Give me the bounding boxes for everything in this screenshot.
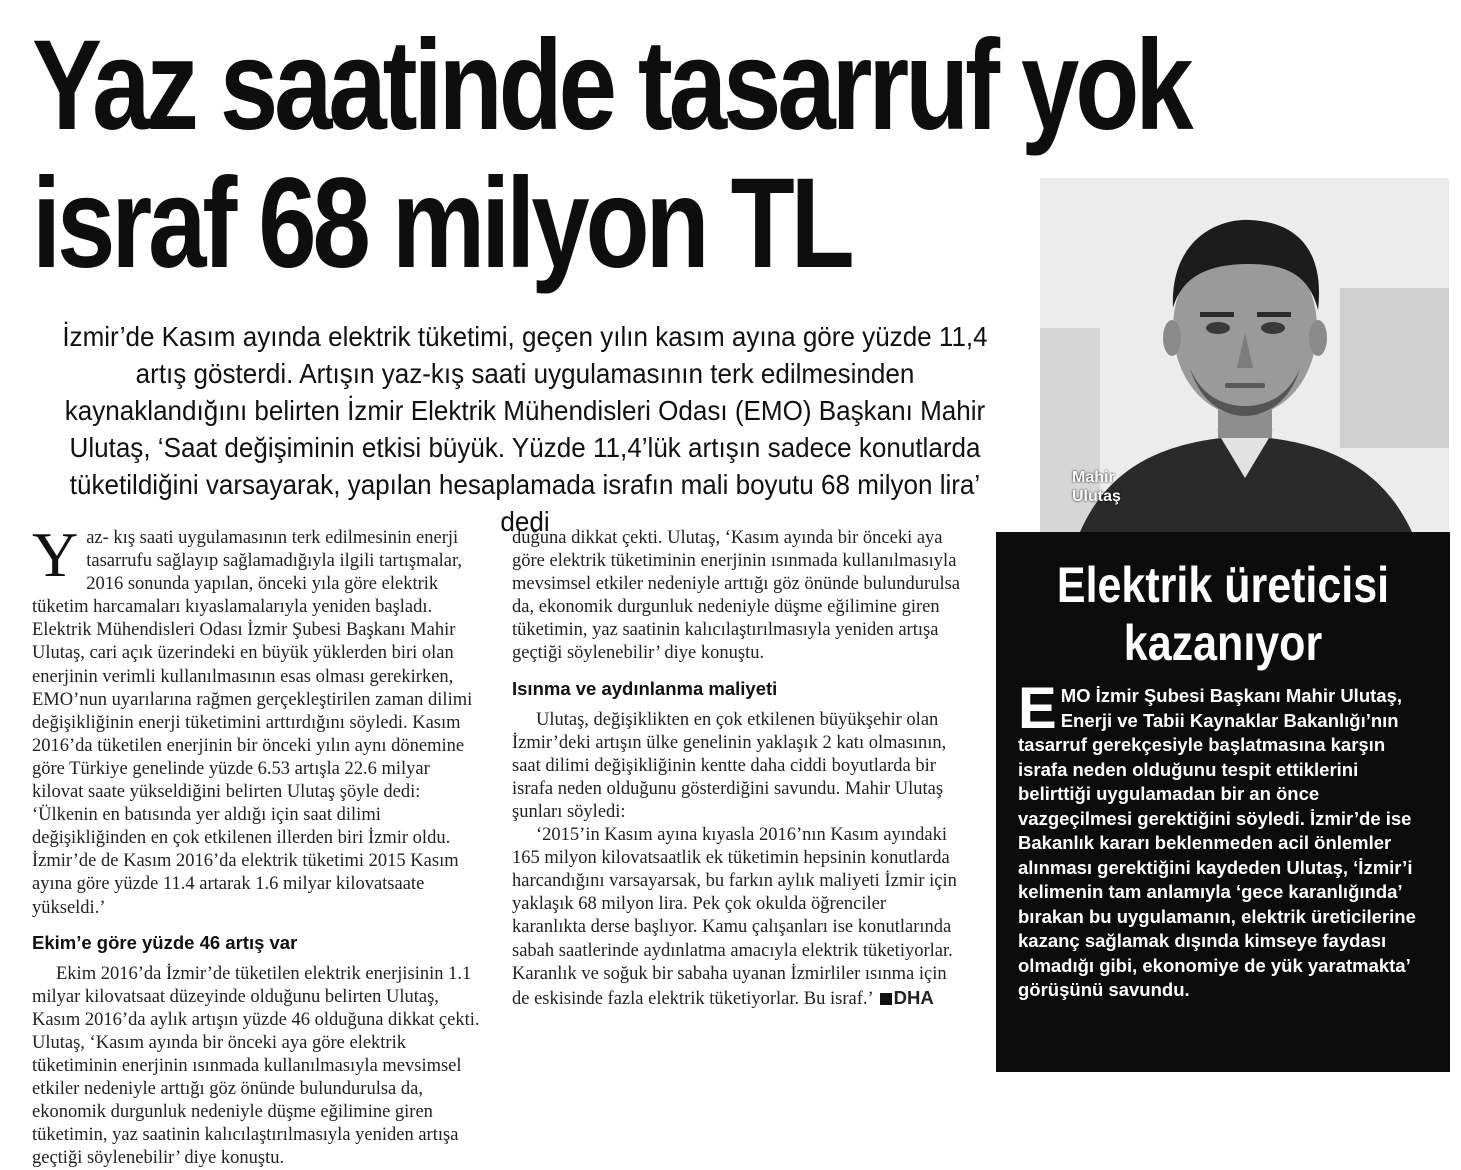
sidebar-box <box>996 532 1450 1072</box>
article-paragraph-3: Ulutaş, değişiklikten en çok etkilenen büyükşehir olan İzmir’deki artışın ülke genelinin yaklaşık 2 katı olmasının, saat dilimi değişikliğinin kentte daha ciddi boyutlarda bir israfa neden olduğunu gösterdiğini savundu. Mahir Ulutaş şunları söyledi: <box>512 709 947 822</box>
article-paragraph-4-text: ‘2015’in Kasım ayına kıyasla 2016’nın Kasım ayındaki 165 milyon kilovatsaatlik ek tüketimin hepsinin konutlarda harcandığını varsayarsak, bu farkın aylık maliyeti İzmir için yaklaşık 68 milyon lira. Pek çok okulda öğrenciler karanlıkta derse başlıyor. Kamu çalışanları ise konutlarında sabah saatlerinde aydınlatma amacıyla elektrik tüketiyorlar. Karanlık ve soğuk bir sabaha uyanan İzmirliler ısınma için de eskisinde fazla elektrik tüketiyorlar. Bu israf.’ <box>512 825 957 1009</box>
article-paragraph-4 <box>512 824 964 1011</box>
lead-paragraph: İzmir’de Kasım ayında elektrik tüketimi, geçen yılın kasım ayına göre yüzde 11,4 artış gösterdi. Artışın yaz-kış saati uygulamasının terk edilmesinden kaynaklandığını belirten İzmir Elektrik Mühendisleri Odası (EMO) Başkanı Mahir Ulutaş, ‘Saat değişiminin etkisi büyük. Yüzde 11,4’lük artışın sadece konutlarda tüketildiğini varsayarak, yapılan hesaplamada israfın mali boyutu 68 milyon lira’ dedi <box>62 321 988 537</box>
article-dropcap: Y <box>32 519 79 590</box>
sidebar-title-line-1: Elektrik üreticisi <box>1056 557 1390 613</box>
sidebar-body <box>1018 676 1422 1003</box>
article-paragraph-2: Ekim 2016’da İzmir’de tüketilen elektrik enerjisinin 1.1 milyar kilovatsaat düzeyinde olduğunu belirten Ulutaş, Kasım 2016’da aylık artışın yüzde 46 olduğuna dikkat çekti. Ulutaş, ‘Kasım ayında bir önceki aya göre elektrik tüketiminin enerjinin ısınmada kullanılmasıyla mevsimsel etkiler nedeniyle arttığı göz önünde bulundurulsa da, ekonomik durgunluk nedeniyle düşme eğilimine giren tüketimin, yaz saatinin kalıcılaştırılmasıyla yeniden artışa geçtiği söylenebilir’ diye konuştu. <box>32 963 480 1169</box>
sidebar-body-text: MO İzmir Şubesi Başkanı Mahir Ulutaş, Enerji ve Tabii Kaynaklar Bakanlığı’nın tasarruf gerekçesiyle başlatmasına karşın israfa neden olduğunu tespit ettiklerini belirttiği uygulamadan bir an önce vazgeçilmesi gerektiğini söyledi. İzmir’de ise Bakanlık kararı beklenmeden acil önlemler alınması gerektiğini kaydeden Ulutaş, ‘İzmir’i kelimenin tam anlamıyla ‘gece karanlığında’ bırakan bu uygulamanın, elektrik üreticilerine kazanç sağlamak dışında kimseye faydası olmadığı gibi, ekonomiye de yük yaratmakta’ görüşünü savundu. <box>1018 685 1416 1000</box>
photo-caption-line-1: Mahir <box>1072 469 1115 486</box>
subheading-2: Isınma ve aydınlanma maliyeti <box>512 677 778 699</box>
article-paragraph-2-continued: duğuna dikkat çekti. Ulutaş, ‘Kasım ayında bir önceki aya göre elektrik tüketiminin enerjinin ısınmada kullanılmasıyla mevsimsel etkiler nedeniyle arttığı göz önünde bulundurulsa da, ekonomik durgunluk nedeniyle düşme eğilimine giren tüketimin, yaz saatinin kalıcılaştırılmasıyla yeniden artışa geçtiği söylenebilir’ diye konuştu. <box>512 528 961 664</box>
article-paragraph-1 <box>32 519 482 920</box>
news-agency-source: DHA <box>893 986 934 1008</box>
subheading-1: Ekim’e göre yüzde 46 artış var <box>32 931 298 953</box>
headline-line-1: Yaz saatinde tasarruf yok <box>32 14 1190 157</box>
article-column-2 <box>512 527 964 1011</box>
article-column-1 <box>32 519 482 1169</box>
portrait-photo <box>1040 178 1449 532</box>
sidebar-title-line-2: kazanıyor <box>1123 615 1323 671</box>
article-paragraph-1-text: az- kış saati uygulamasının terk edilmesinin enerji tasarrufu sağlayıp sağlamadığıyla ilgili tartışmalar, 2016 sonunda yapılan, önceki yıla göre elektrik tüketim harcamaları kıyaslamalarıyla yeniden başladı. Elektrik Mühendisleri Odası İzmir Şubesi Başkanı Mahir Ulutaş, cari açık üzerindeki en büyük yüklerden biri olan enerjinin verimli kullanılmasının esas olması gerekirken, EMO’nun uyarılarına rağmen gerçekleştirilen zaman dilimi değişikliğinin enerji tüketimini arttırdığını söyledi. Kasım 2016’da tüketilen enerjinin bir önceki yılın aynı dönemine göre Türkiye genelinde yüzde 6.53 artışla 22.6 milyar kilovat saate yükseldiğini belirten Ulutaş şöyle dedi: ‘Ülkenin en batısında yer aldığı için saat dilimi değişikliğinden en çok etkilenen illerden biri İzmir oldu. İzmir’de de Kasım 2016’da elektrik tüketimi 2015 Kasım ayına göre yüzde 11.4 artarak 1.6 milyar kilovatsaate yükseldi.’ <box>32 528 473 918</box>
sidebar-title <box>1028 556 1418 672</box>
headline-line-2: israf 68 milyon TL <box>32 152 851 295</box>
source-square-icon <box>880 993 892 1005</box>
photo-caption-line-2: Ulutaş <box>1072 488 1121 505</box>
photo-caption <box>1072 468 1121 506</box>
sidebar-dropcap: E <box>1018 676 1057 741</box>
